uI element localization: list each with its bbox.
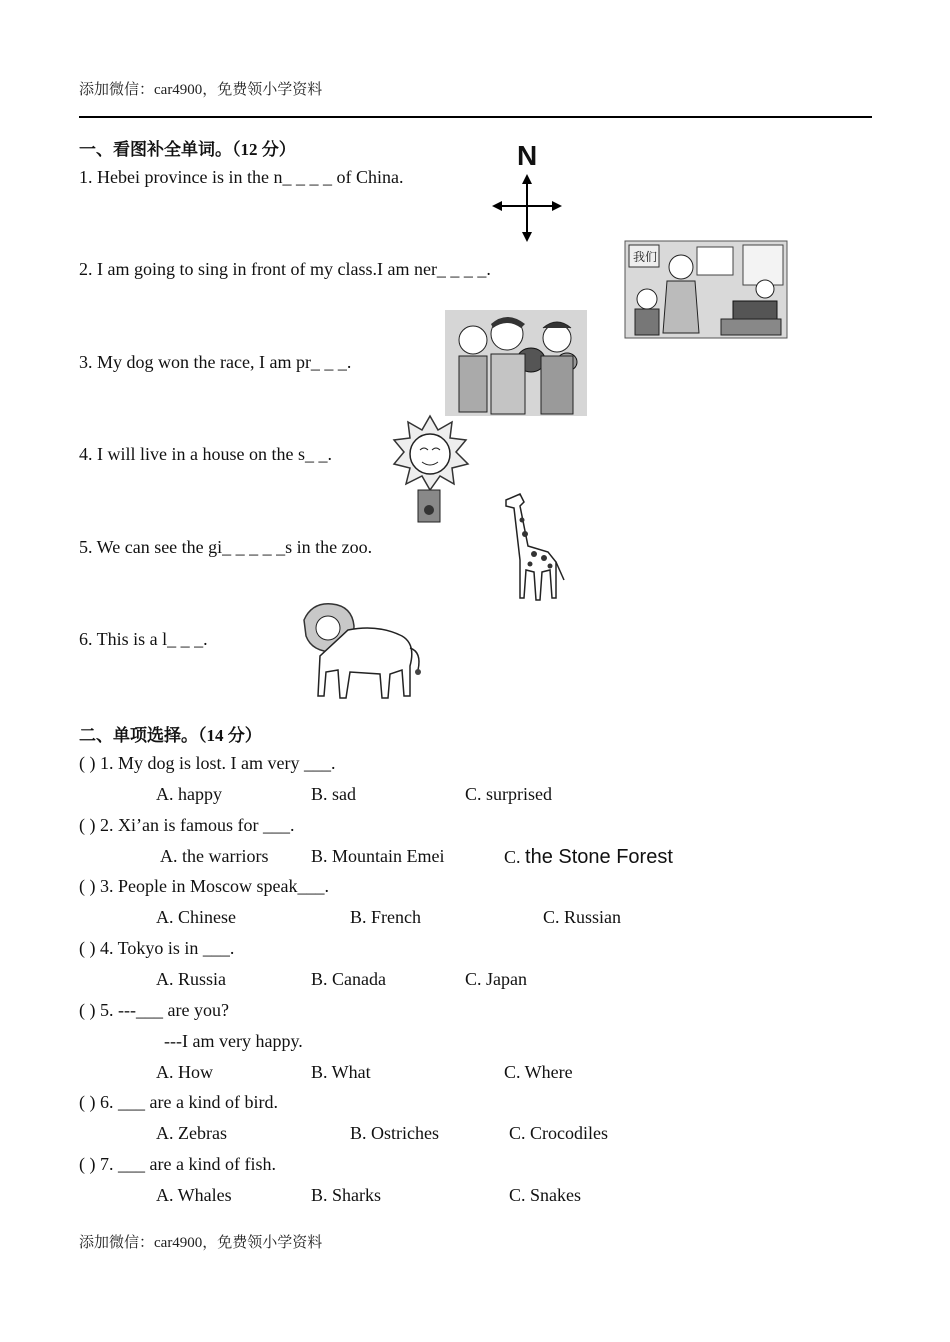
s2-q7-option-a: A. Whales: [156, 1185, 232, 1205]
sun-image: [388, 412, 472, 524]
section2-title: 二、单项选择。（14 分）: [79, 726, 262, 745]
svg-text:我们: 我们: [633, 250, 658, 264]
s2-q4-option-a: A. Russia: [156, 969, 227, 989]
s2-q6-option-a: A. Zebras: [156, 1123, 227, 1143]
s2-q5-stem: ( ) 5. ---___ are you?: [79, 1000, 229, 1020]
s2-q1-option-a: A. happy: [156, 784, 222, 804]
s2-q5-option-c: C. Where: [504, 1062, 573, 1082]
s2-q7-stem: ( ) 7. ___ are a kind of fish.: [79, 1154, 276, 1174]
s2-q7-option-c: C. Snakes: [509, 1185, 581, 1205]
s2-q2-option-a: A. the warriors: [160, 846, 269, 866]
s2-q5-answer-line: ---I am very happy.: [164, 1031, 303, 1051]
s2-q2-option-c: [504, 846, 673, 869]
s2-q7-option-b: B. Sharks: [311, 1185, 382, 1205]
s2-q5-option-b: B. What: [311, 1062, 371, 1082]
compass-north-label: N: [517, 140, 538, 171]
s2-q2-option-c-letter: C.: [504, 847, 526, 867]
s2-q3-option-c: C. Russian: [543, 907, 622, 927]
s2-q1-option-c: C. surprised: [465, 784, 552, 804]
s2-q6-option-b: B. Ostriches: [350, 1123, 439, 1143]
footer-text: 添加微信：car4900，免费领小学资料: [79, 1235, 323, 1251]
s2-q4-option-b: B. Canada: [311, 969, 386, 989]
s2-q1-option-b: B. sad: [311, 784, 356, 804]
lion-image: [298, 600, 424, 704]
compass-image: [490, 172, 562, 244]
s2-q4-stem: ( ) 4. Tokyo is in ___.: [79, 938, 235, 958]
s2-q1-stem: ( ) 1. My dog is lost. I am very ___.: [79, 753, 336, 773]
s2-q5-option-a: A. How: [156, 1062, 213, 1082]
s2-q6-stem: ( ) 6. ___ are a kind of bird.: [79, 1092, 278, 1112]
s2-q3-option-a: A. Chinese: [156, 907, 236, 927]
s2-q2-stem: ( ) 2. Xi’an is famous for ___.: [79, 815, 295, 835]
header-text: 添加微信：car4900，免费领小学资料: [79, 82, 323, 98]
s1-question-5: 5. We can see the gi_ _ _ _ _s in the zoo.: [79, 537, 373, 557]
header-rule: [79, 116, 872, 118]
section1-title: 一、看图补全单词。（12 分）: [79, 140, 296, 159]
s2-q3-stem: ( ) 3. People in Moscow speak___.: [79, 876, 329, 896]
s1-question-3: 3. My dog won the race, I am pr_ _ _.: [79, 352, 352, 372]
s1-question-4: 4. I will live in a house on the s_ _.: [79, 444, 332, 464]
s2-q4-option-c: C. Japan: [465, 969, 527, 989]
s2-q3-option-b: B. French: [350, 907, 421, 927]
classroom-singing-image: [625, 241, 787, 338]
s2-q2-option-b: B. Mountain Emei: [311, 846, 445, 866]
s1-question-2: 2. I am going to sing in front of my class.I am ner_ _ _ _.: [79, 259, 491, 279]
s1-question-1: 1. Hebei province is in the n_ _ _ _ of China.: [79, 167, 404, 187]
giraffe-image: [498, 490, 568, 604]
s2-q2-option-c-text: the Stone Forest: [525, 846, 673, 868]
s1-question-6: 6. This is a l_ _ _.: [79, 629, 208, 649]
s2-q6-option-c: C. Crocodiles: [509, 1123, 608, 1143]
proud-kids-image: [445, 310, 587, 416]
